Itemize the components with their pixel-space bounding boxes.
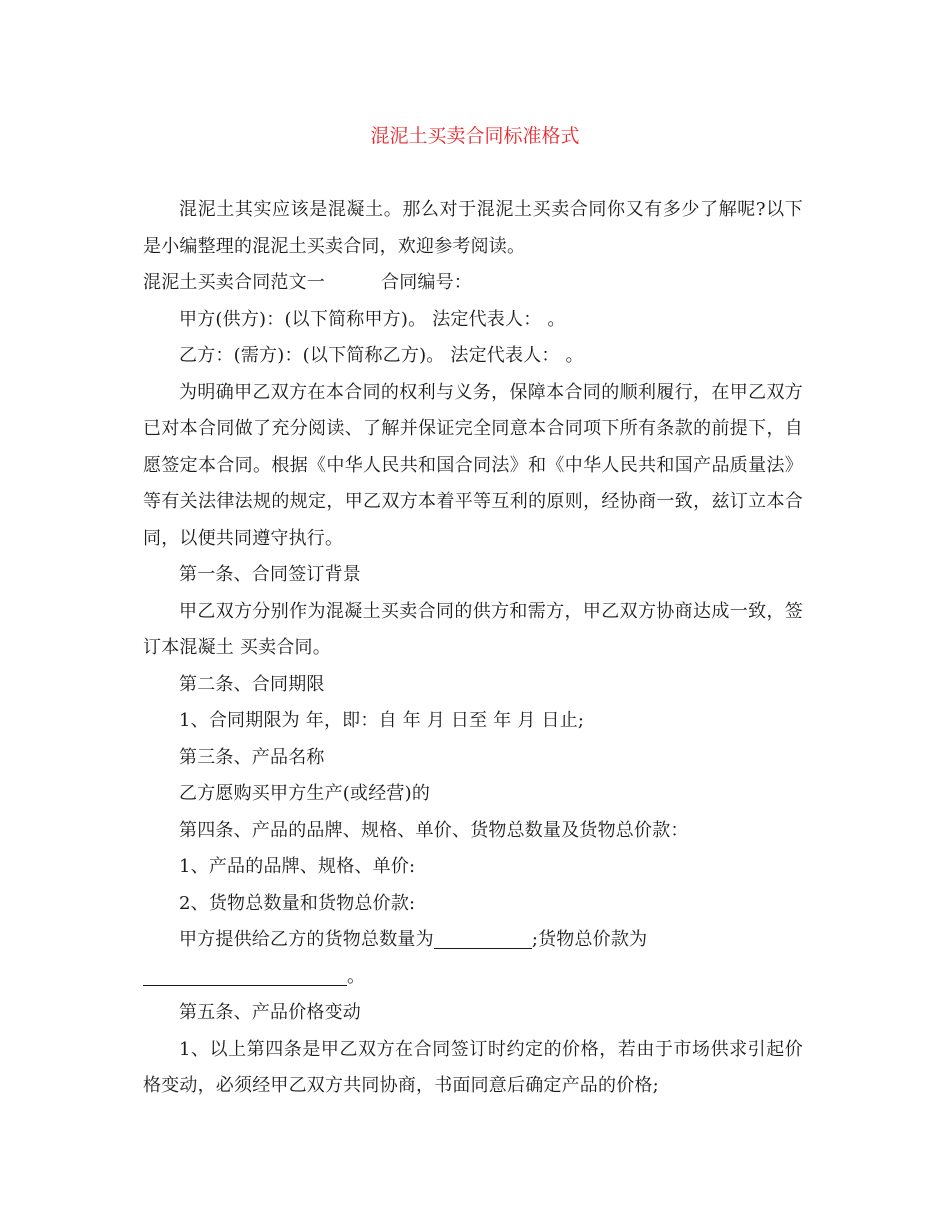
quantity-blank <box>434 928 532 949</box>
document-title: 混泥土买卖合同标准格式 <box>370 125 580 147</box>
party-a-line: 甲方(供方)：(以下简称甲方)。 法定代表人： 。 <box>179 308 566 330</box>
intro-paragraph: 混泥土其实应该是混凝土。那么对于混泥土买卖合同你又有多少了解呢?以下是小编整理的混泥土买卖合同，欢迎参考阅读。 <box>143 199 803 257</box>
document-body <box>143 192 803 1105</box>
sample-heading: 混泥土买卖合同范文一 <box>143 272 325 293</box>
price-line-end: 。 <box>347 965 366 987</box>
article-5-title: 第五条、产品价格变动 <box>179 1002 361 1023</box>
article-4-title: 第四条、产品的品牌、规格、单价、货物总数量及货物总价款： <box>179 819 689 841</box>
article-4-item-1: 1、产品的品牌、规格、单价: <box>179 856 416 877</box>
preamble-paragraph: 为明确甲乙双方在本合同的权利与义务，保障本合同的顺利履行，在甲乙双方已对本合同做了充分阅读、了解并保证完全同意本合同项下所有条款的前提下，自愿签定本合同。根据《中华人民共和国合同法》和《中华人民共和国产品质量法》等有关法律法规的规定，甲乙双方本着平等互利的原则，经协商一致，兹订立本合同，以便共同遵守执行。 <box>143 381 803 549</box>
quantity-label: 甲方提供给乙方的货物总数量为 <box>179 929 434 950</box>
article-5-item-1: 1、以上第四条是甲乙双方在合同签订时约定的价格，若由于市场供求引起价格变动，必须经甲乙双方共同协商，书面同意后确定产品的价格; <box>143 1038 803 1096</box>
article-1-title: 第一条、合同签订背景 <box>179 564 361 585</box>
sample-heading-line <box>143 265 803 302</box>
article-4-item-2: 2、货物总数量和货物总价款: <box>179 892 416 914</box>
article-1-text: 甲乙双方分别作为混凝土买卖合同的供方和需方，甲乙双方协商达成一致，签订本混凝土 买卖合同。 <box>143 600 803 658</box>
article-4-price-line <box>143 959 803 996</box>
article-2-title: 第二条、合同期限 <box>179 673 325 695</box>
article-4-quantity-line <box>143 922 803 959</box>
total-price-label: ;货物总价款为 <box>531 929 648 950</box>
article-3-text: 乙方愿购买甲方生产(或经营)的 <box>179 783 431 804</box>
article-3-title: 第三条、产品名称 <box>179 746 325 768</box>
contract-number-label: 合同编号： <box>381 272 472 293</box>
total-price-blank <box>143 965 347 986</box>
party-b-line: 乙方：(需方)：(以下简称乙方)。 法定代表人： 。 <box>179 345 584 366</box>
article-2-text: 1、合同期限为 年，即：自 年 月 日至 年 月 日止; <box>179 710 585 731</box>
